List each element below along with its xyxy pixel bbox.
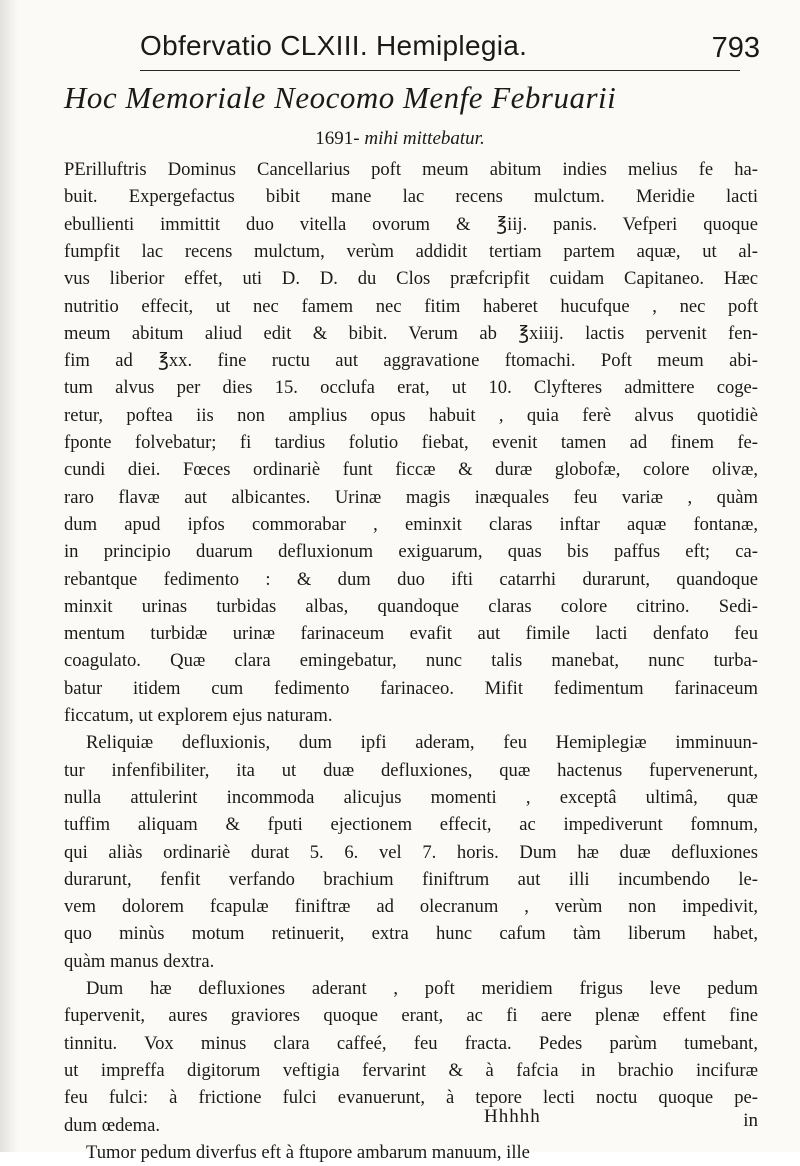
- text-line: cundi diei. Fœces ordinariè funt ficcæ & duræ globofæ, colore olivæ,: [64, 459, 758, 480]
- subtitle-text: mihi mittebatur.: [364, 128, 485, 149]
- text-line: meum abitum aliud edit & bibit. Verum ab ℥xiiij. lactis pervenit fen-: [64, 323, 758, 344]
- text-line: nulla attulerint incommoda alicujus momenti , exceptâ ultimâ, quæ: [64, 787, 758, 808]
- text-line: fumpfit lac recens mulctum, verùm addidit tertiam partem aquæ, ut al-: [64, 241, 758, 262]
- text-line: batur itidem cum fedimento farinaceo. Mifit fedimentum farinaceum: [64, 678, 758, 699]
- running-title: Obfervatio CLXIII. Hemiplegia.: [140, 30, 528, 61]
- text-line: durarunt, fenfit verfando brachium finiftrum aut illi incumbendo le-: [64, 869, 758, 890]
- text-line: coagulato. Quæ clara emingebatur, nunc talis manebat, nunc turba-: [64, 650, 758, 671]
- text-line: tuffim aliquam & fputi ejectionem effecit, ac impediverunt fomnum,: [64, 814, 758, 835]
- subtitle-year: 1691-: [315, 128, 360, 149]
- running-head: [140, 30, 760, 74]
- text-line: raro flavæ aut albicantes. Urinæ magis inæquales feu variæ , quàm: [64, 487, 758, 508]
- section-title: Hoc Memoriale Neocomo Menfe Februarii: [64, 80, 617, 115]
- text-line: tum alvus per dies 15. occlufa erat, ut 10. Clyfteres admittere coge-: [64, 377, 758, 398]
- text-line: minxit urinas turbidas albas, quandoque claras colore citrino. Sedi-: [64, 596, 758, 617]
- text-line: fponte folvebatur; fi tardius folutio fiebat, evenit tamen ad finem fe-: [64, 432, 758, 453]
- text-line: mentum turbidæ urinæ farinaceum evafit aut fimile lacti denfato feu: [64, 623, 758, 644]
- text-line: quàm manus dextra.: [64, 951, 215, 972]
- text-line: dum apud ipfos commorabar , eminxit claras inftar aquæ fontanæ,: [64, 514, 758, 535]
- text-line: vem dolorem fcapulæ finiftræ ad olecranum , verùm non impedivit,: [64, 896, 758, 917]
- text-line: qui aliàs ordinariè durat 5. 6. vel 7. horis. Dum hæ duæ defluxiones: [64, 842, 758, 863]
- text-line: rebantque fedimento : & dum duo ifti catarrhi durarunt, quandoque: [64, 569, 758, 590]
- text-line: quo minùs motum retinuerit, extra hunc cafum tàm liberum habet,: [64, 923, 758, 944]
- text-line: fupervenit, aures graviores quoque erant, ac fi aere plenæ effent fine: [64, 1005, 758, 1026]
- text-line: fim ad ℥xx. fine ructu aut aggravatione ftomachi. Poft meum abi-: [64, 350, 758, 371]
- subtitle: [0, 128, 800, 150]
- text-line: buit. Expergefactus bibit mane lac recens mulctum. Meridie lacti: [64, 186, 758, 207]
- page-gutter-shadow: [0, 0, 18, 1152]
- text-line: vus liberior effet, uti D. D. du Clos præfcripfit cuidam Capitaneo. Hæc: [64, 268, 758, 289]
- text-line: ficcatum, ut explorem ejus naturam.: [64, 705, 333, 726]
- text-line: Tumor pedum diverfus eft à ftupore ambarum manuum, ille: [86, 1142, 530, 1163]
- text-line: feu fulci: à frictione fulci evanuerunt, à tepore lecti noctu quoque pe-: [64, 1087, 758, 1108]
- text-line: ut impreffa digitorum veftigia fervarint & à fafcia in brachio incifuræ: [64, 1060, 758, 1081]
- page-number: 793: [711, 32, 760, 64]
- text-line: PErilluftris Dominus Cancellarius poft meum abitum indies melius fe ha-: [64, 159, 758, 180]
- signature-mark: Hhhhh: [484, 1106, 541, 1127]
- text-line: Dum hæ defluxiones aderant , poft meridiem frigus leve pedum: [86, 978, 758, 999]
- header-rule: [140, 70, 740, 71]
- text-line: retur, poftea iis non amplius opus habuit , quia ferè alvus quotidiè: [64, 405, 758, 426]
- catchword: in: [743, 1110, 758, 1131]
- page-footer: [64, 1088, 758, 1148]
- text-line: tinnitu. Vox minus clara caffeé, feu fracta. Pedes parùm tumebant,: [64, 1033, 758, 1054]
- text-line: Reliquiæ defluxionis, dum ipfi aderam, feu Hemiplegiæ imminuun-: [86, 732, 758, 753]
- text-line: dum œdema.: [64, 1115, 161, 1136]
- text-line: tur infenfibiliter, ita ut duæ defluxiones, quæ hactenus fupervenerunt,: [64, 760, 758, 781]
- text-line: in principio duarum defluxionum exiguarum, quas bis paffus eft; ca-: [64, 541, 758, 562]
- text-line: nutritio effecit, ut nec famem nec fitim haberet hucufque , nec poft: [64, 296, 758, 317]
- text-line: ebullienti immittit duo vitella ovorum & ℥iij. panis. Vefperi quoque: [64, 214, 758, 235]
